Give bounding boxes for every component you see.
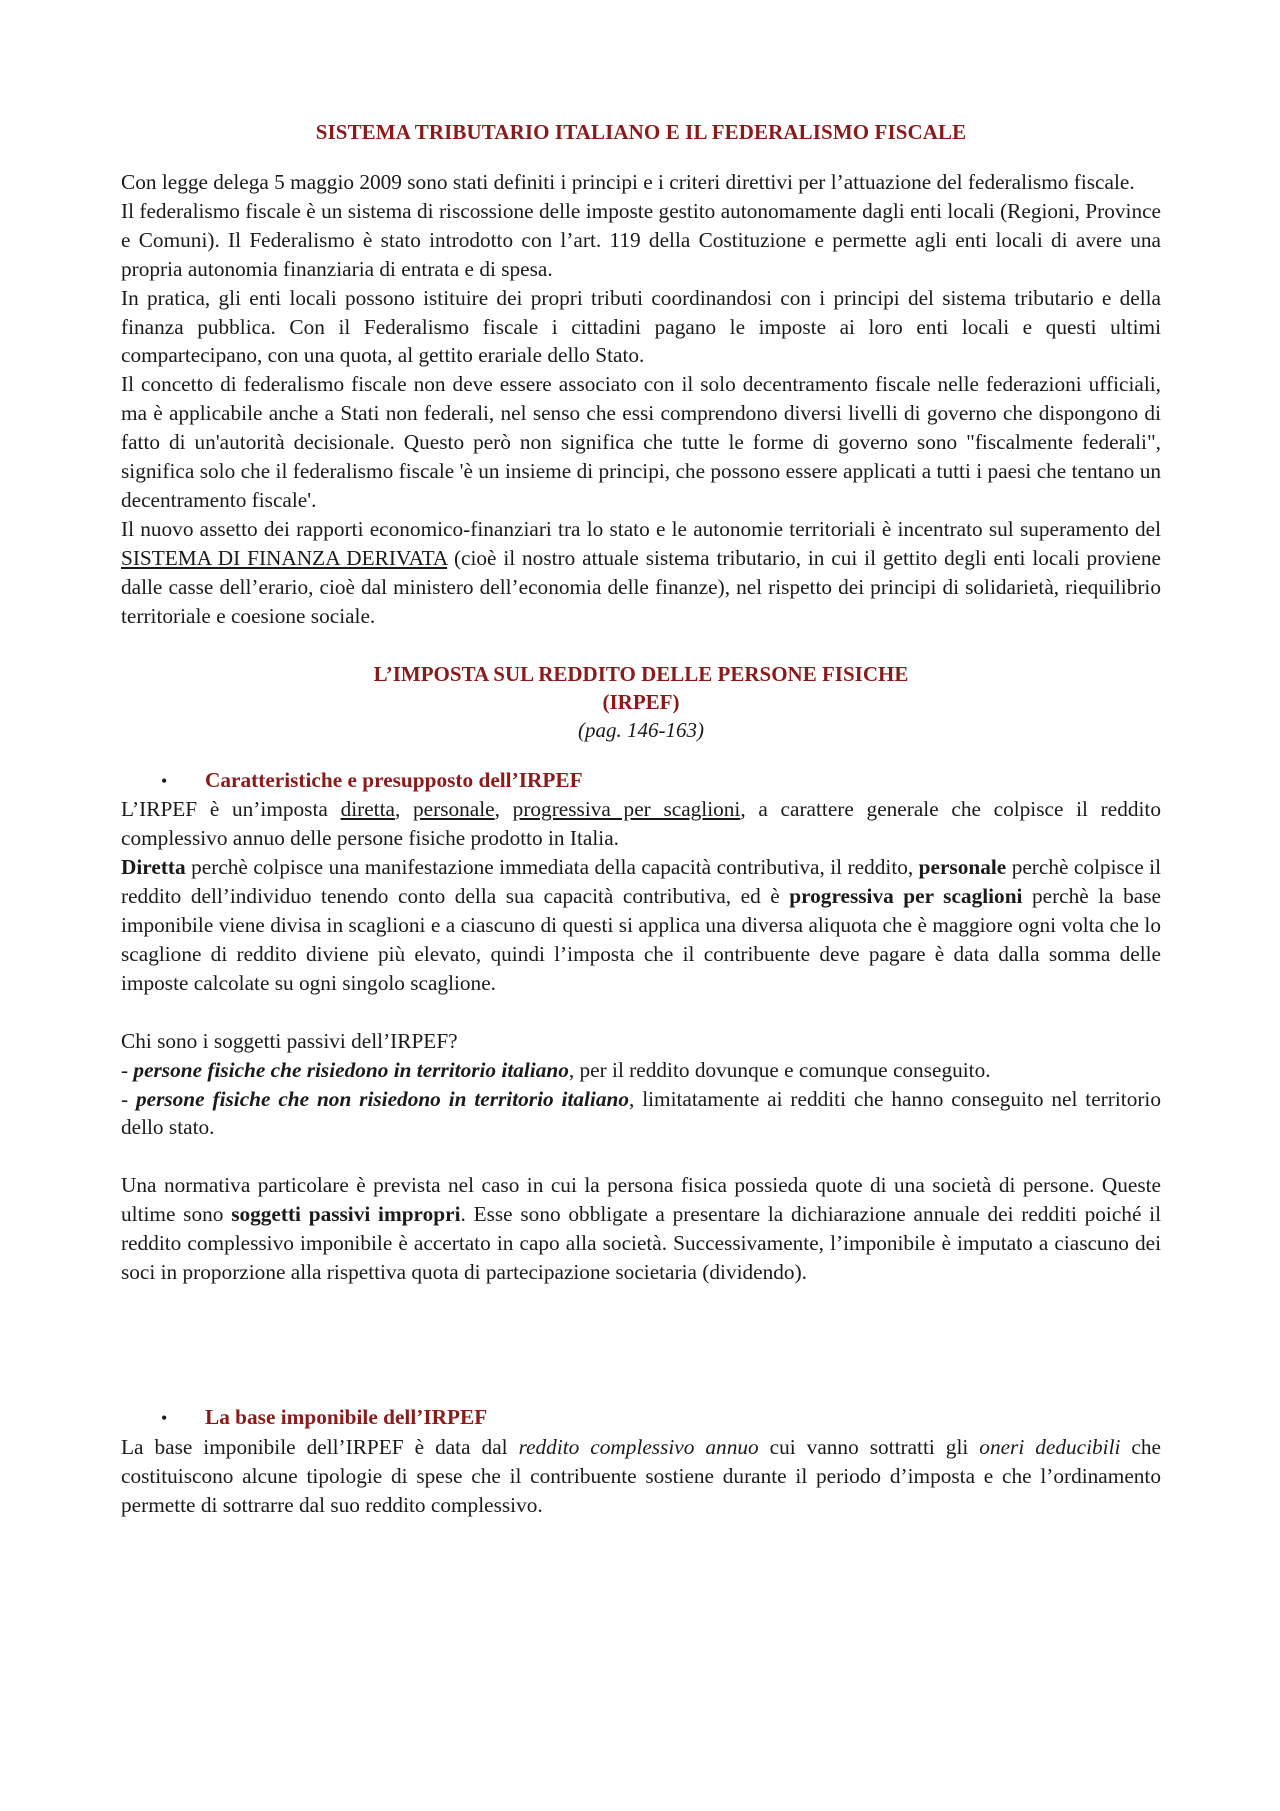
non-residenti-label: persone fisiche che non risiedono in territorio italiano (135, 1086, 629, 1111)
def-sep: , (494, 797, 513, 822)
p5-text-before: Il nuovo assetto dei rapporti economico-finanziari tra lo stato e le autonomie territoriali è incentrato sul superamento del (121, 516, 1161, 541)
term-personale-text: perchè colpisce il reddito dell’individuo tenendo conto della sua capacità contributiva, ed è (121, 855, 1161, 909)
normativa-text-end: . Esse sono obbligate a presentare la dichiarazione annuale dei redditi poiché il reddito complessivo imponibile è accertato in capo alla società. Successivamente, l’imponibile è imputato a ciascuno dei soci in proporzione alla rispettiva quota di partecipazione societaria (dividendo). (121, 1202, 1161, 1285)
residenti-text: , per il reddito dovunque e comunque conseguito. (568, 1057, 991, 1082)
soggetti-impropri: soggetti passivi impropri (231, 1202, 461, 1227)
def-diretta: diretta (340, 797, 395, 822)
spacer (121, 1287, 1161, 1403)
bullet-icon: • (161, 1408, 168, 1428)
def-text-end: , a carattere generale che colpisce il reddito complessivo annuo delle persone fisiche prodotto in Italia. (121, 797, 1161, 851)
bullet-caratteristiche (121, 766, 1161, 796)
intro-paragraph-3: In pratica, gli enti locali possono istituire dei propri tributi coordinandosi con i principi del sistema tributario e della finanza pubblica. Con il Federalismo fiscale i cittadini pagano le imposte ai loro enti locali e questi ultimi compartecipano, con una quota, al gettito erariale dello Stato. (121, 285, 1161, 368)
soggetti-non-residenti (121, 1085, 1161, 1143)
def-progressiva: progressiva per scaglioni (512, 797, 741, 822)
oneri-deducibili: oneri deducibili (979, 1434, 1121, 1459)
bullet-base-imponibile (121, 1403, 1161, 1433)
normativa-text: Una normativa particolare è prevista nel caso in cui la persona fisica possieda quote di una società di persone. Queste ultime sono (121, 1173, 1161, 1227)
spacer (121, 998, 1161, 1027)
finanza-derivata-link: SISTEMA DI FINANZA DERIVATA (121, 545, 448, 570)
intro-paragraph-4: Il concetto di federalismo fiscale non deve essere associato con il solo decentramento fiscale nelle federazioni ufficiali, ma è applicabile anche a Stati non federali, nel senso che essi comprendono diversi livelli di governo che dispongono di fatto di un'autorità decisionale. Questo però non significa che tutte le forme di governo sono "fiscalmente federali", significa solo che il federalismo fiscale 'è un insieme di principi, che possono essere applicati a tutti i paesi che tentano un decentramento fiscale'. (121, 372, 1161, 512)
irpef-characteristics (121, 853, 1161, 998)
base-imponibile-paragraph (121, 1433, 1161, 1520)
document-body (121, 118, 1161, 1520)
term-personale: personale (918, 855, 1007, 880)
pages-reference: (pag. 146-163) (578, 717, 704, 742)
term-diretta-text: perchè colpisce una manifestazione immediata della capacità contributiva, il reddito, (185, 855, 919, 880)
bullet-base-imponibile-label: La base imponibile dell’IRPEF (205, 1405, 488, 1429)
dash: - (121, 1086, 136, 1111)
base-text-mid: cui vanno sottratti gli (758, 1434, 980, 1459)
def-personale: personale (413, 797, 495, 822)
bullet-icon: • (161, 770, 168, 791)
intro-paragraph-2: Il federalismo fiscale è un sistema di riscossione delle imposte gestito autonomamente dagli enti locali (Regioni, Province e Comuni). Il Federalismo è stato introdotto con l’art. 119 della Costituzione e permette agli enti locali di avere una propria autonomia finanziaria di entrata e di spesa. (121, 198, 1161, 281)
dash: - (121, 1057, 134, 1082)
def-sep: , (394, 797, 414, 822)
term-progressiva: progressiva per scaglioni (789, 884, 1023, 909)
def-text: L’IRPEF è un’imposta (121, 797, 341, 822)
spacer (121, 1142, 1161, 1171)
intro-paragraph-1: Con legge delega 5 maggio 2009 sono stati definiti i principi e i criteri direttivi per l’attuazione del federalismo fiscale. (121, 170, 1135, 194)
reddito-complessivo: reddito complessivo annuo (518, 1434, 759, 1459)
base-text: La base imponibile dell’IRPEF è data dal (121, 1434, 519, 1459)
spacer (121, 631, 1161, 660)
residenti-label: persone fisiche che risiedono in territorio italiano (133, 1057, 569, 1082)
irpef-heading-acronym: (IRPEF) (602, 689, 680, 714)
document-title: SISTEMA TRIBUTARIO ITALIANO E IL FEDERALISMO FISCALE (315, 120, 967, 144)
bullet-caratteristiche-label: Caratteristiche e presupposto dell’IRPEF (205, 767, 583, 792)
normativa-paragraph (121, 1171, 1161, 1287)
irpef-definition (121, 795, 1161, 853)
non-residenti-text: , limitatamente ai redditi che hanno conseguito nel territorio dello stato. (121, 1086, 1161, 1140)
term-progressiva-text: perchè la base imponibile viene divisa in scaglioni e a ciascuno di questi si applica una diversa aliquota che è maggiore ogni volta che lo scaglione di reddito diviene più elevato, quindi l’imposta che il contribuente deve pagare è data dalla somma delle imposte calcolate su ogni singolo scaglione. (121, 884, 1161, 995)
soggetti-residenti (121, 1056, 1161, 1085)
p5-text-after: (cioè il nostro attuale sistema tributario, in cui il gettito degli enti locali proviene dalle casse dell’erario, cioè dal ministero dell’economia delle finanze), nel rispetto dei principi di solidarietà, riequilibrio territoriale e coesione sociale. (121, 545, 1161, 628)
base-text-end: che costituiscono alcune tipologie di spese che il contribuente sostiene durante il periodo d’imposta e che l’ordinamento permette di sottrarre dal suo reddito complessivo. (121, 1434, 1161, 1517)
irpef-heading: L’IMPOSTA SUL REDDITO DELLE PERSONE FISICHE (373, 661, 909, 686)
soggetti-question: Chi sono i soggetti passivi dell’IRPEF? (121, 1028, 458, 1053)
intro-paragraph-5 (121, 515, 1161, 631)
term-diretta: Diretta (121, 855, 186, 880)
